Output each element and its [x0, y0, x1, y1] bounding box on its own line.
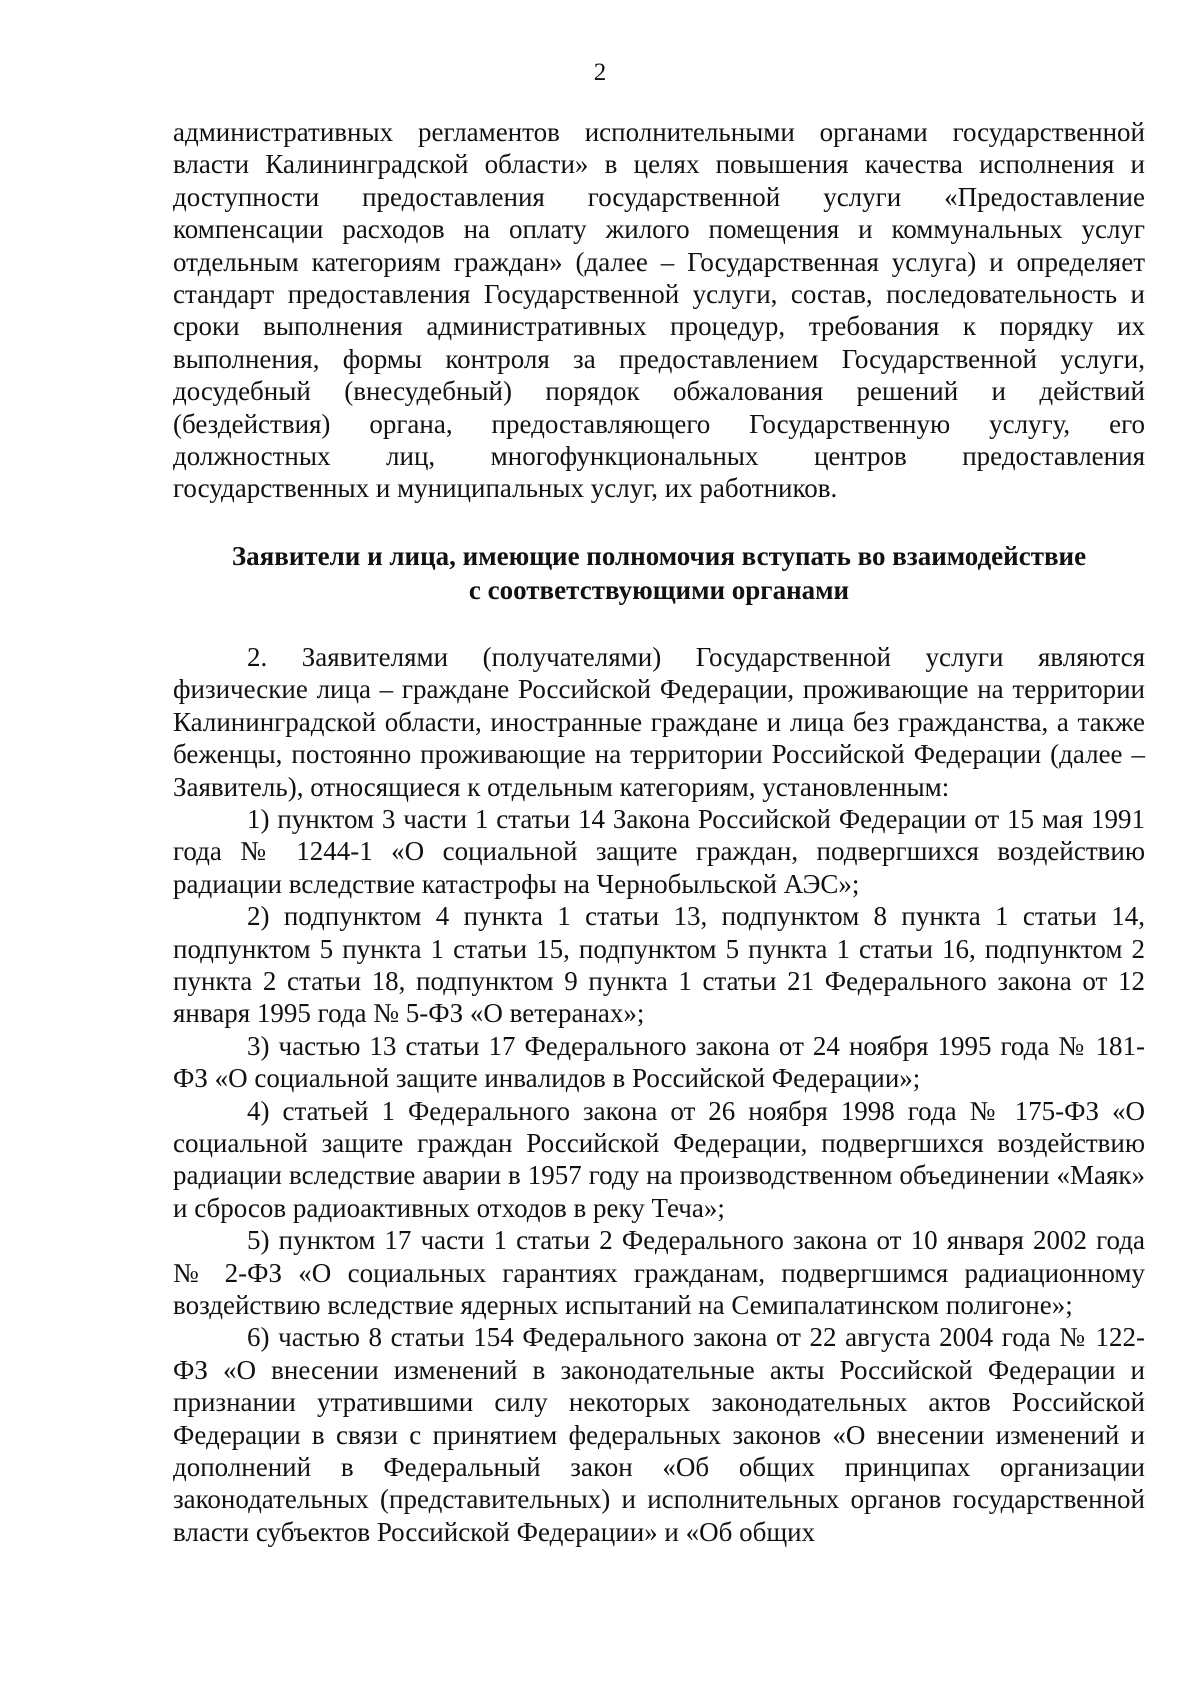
- list-item: 3) частью 13 статьи 17 Федерального закона от 24 ноября 1995 года № 181-ФЗ «О социальной защите инвалидов в Российской Федерации»;: [173, 1030, 1145, 1094]
- list-item: 2) подпунктом 4 пункта 1 статьи 13, подпунктом 8 пункта 1 статьи 14, подпунктом 5 пункта 1 статьи 15, подпунктом 5 пункта 1 статьи 16, подпунктом 2 пункта 2 статьи 18, подпунктом 9 пункта 1 статьи 21 Федерального закона от 12 января 1995 года № 5-ФЗ «О ветеранах»;: [173, 901, 1145, 1029]
- list-item: 1) пунктом 3 части 1 статьи 14 Закона Российской Федерации от 15 мая 1991 года № 1244-1 «О социальной защите граждан, подвергшихся воздействию радиации вследствие катастрофы на Чернобыльской АЭС»;: [173, 803, 1145, 899]
- list-item: 4) статьей 1 Федерального закона от 26 ноября 1998 года № 175-ФЗ «О социальной защите граждан Российской Федерации, подвергшихся воздействию радиации вследствие аварии в 1957 году на производственном объединении «Маяк» и сбросов радиоактивных отходов в реку Теча»;: [173, 1095, 1145, 1223]
- section-heading-line-2: с соответствующими органами: [468, 574, 850, 605]
- list-item: 6) частью 8 статьи 154 Федерального закона от 22 августа 2004 года № 122-ФЗ «О внесении изменений в законодательные акты Российской Федерации и признании утратившими силу некоторых законодательных актов Российской Федерации в связи с принятием федеральных законов «О внесении изменений и дополнений в Федеральный закон «Об общих принципах организации законодательных (представительных) и исполнительных органов государственной власти субъектов Российской Федерации» и «Об общих: [173, 1322, 1145, 1547]
- section-heading: [173, 539, 1145, 607]
- document-body: [173, 116, 1145, 1548]
- page-number: 2: [593, 59, 607, 86]
- list-item: 5) пунктом 17 части 1 статьи 2 Федерального закона от 10 января 2002 года № 2-ФЗ «О социальных гарантиях гражданам, подвергшимся радиационному воздействию вследствие ядерных испытаний на Семипалатинском полигоне»;: [173, 1225, 1145, 1320]
- intro-paragraph: административных регламентов исполнительными органами государственной власти Калининградской области» в целях повышения качества исполнения и доступности предоставления государственной услуги «Предоставление компенсации расходов на оплату жилого помещения и коммунальных услуг отдельным категориям граждан» (далее – Государственная услуга) и определяет стандарт предоставления Государственной услуги, состав, последовательность и сроки выполнения административных процедур, требования к порядку их выполнения, формы контроля за предоставлением Государственной услуги, досудебный (внесудебный) порядок обжалования решений и действий (бездействия) органа, предоставляющего Государственную услугу, его должностных лиц, многофункциональных центров предоставления государственных и муниципальных услуг, их работников.: [173, 117, 1145, 504]
- section-heading-line-1: Заявители и лица, имеющие полномочия вступать во взаимодействие: [231, 540, 1087, 571]
- paragraph-2: 2. Заявителями (получателями) Государственной услуги являются физические лица – граждане Российской Федерации, проживающие на территории Калининградской области, иностранные граждане и лица без гражданства, а также беженцы, постоянно проживающие на территории Российской Федерации (далее – Заявитель), относящиеся к отдельным категориям, установленным:: [173, 641, 1145, 802]
